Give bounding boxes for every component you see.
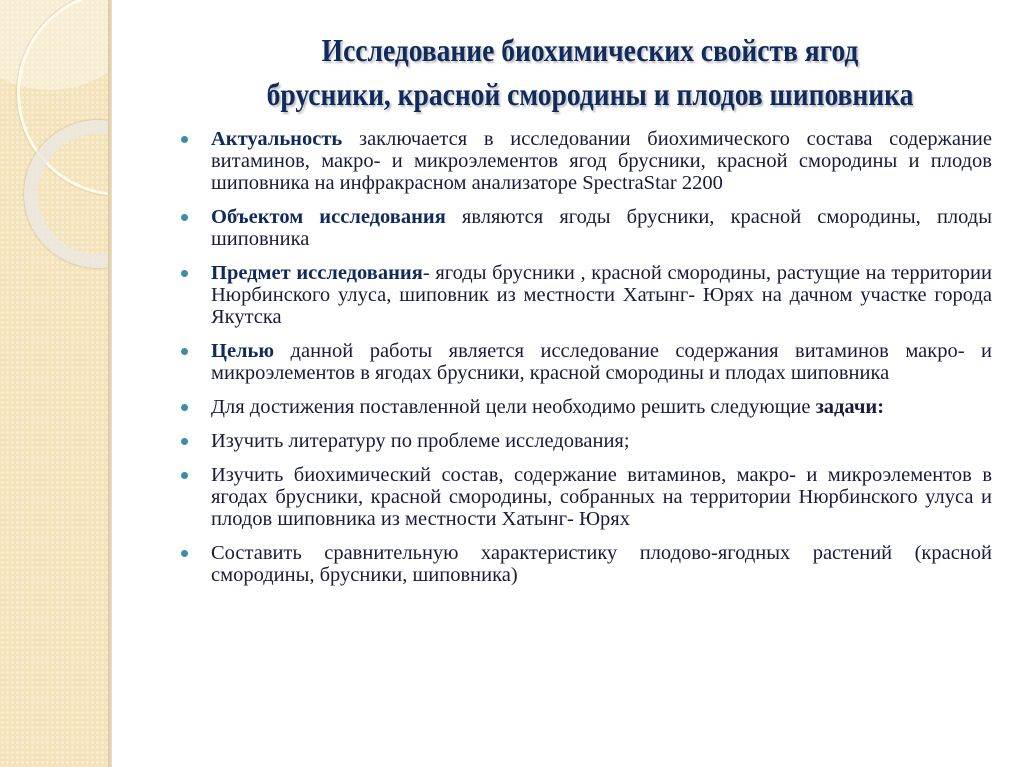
bullet-dot-icon bbox=[181, 270, 188, 277]
bullet-dot-icon bbox=[181, 438, 188, 445]
list-item-goal bbox=[180, 340, 992, 384]
bullet-dot-icon bbox=[181, 472, 188, 479]
item-text: Изучить литературу по проблеме исследования; bbox=[211, 430, 630, 452]
item-text: Изучить биохимический состав, содержание витаминов, макро- и микроэлементов в ягодах брусники, красной смородины, собранных на территории Нюрбинского улуса и плодов шиповника из местности Хатынг- Юрях bbox=[211, 464, 992, 530]
bullet-dot-icon bbox=[181, 136, 188, 143]
list-item-task-1 bbox=[180, 430, 992, 452]
list-item-subject bbox=[180, 262, 992, 328]
item-bold-label: задачи: bbox=[815, 396, 885, 418]
list-item-task-3 bbox=[180, 542, 992, 586]
item-text: Составить сравнительную характеристику плодово-ягодных растений (красной смородины, брусники, шиповника) bbox=[211, 542, 992, 586]
title-line-2: брусники, красной смородины и плодов шиповника bbox=[266, 76, 914, 112]
bullet-dot-icon bbox=[181, 348, 188, 355]
bullet-dot-icon bbox=[181, 550, 188, 557]
list-item-relevance bbox=[180, 128, 992, 194]
item-text: данной работы является исследование содержания витаминов макро- и микроэлементов в ягодах брусники, красной смородины и плодах шиповника bbox=[211, 340, 992, 384]
item-bold-label: Актуальность bbox=[211, 128, 343, 150]
bullet-dot-icon bbox=[181, 214, 188, 221]
list-item-task-2 bbox=[180, 464, 992, 530]
list-item-object bbox=[180, 206, 992, 250]
item-text: заключается в исследовании биохимического состава содержание витаминов, макро- и микроэлементов ягод брусники, красной смородины и плодов шиповника на инфракрасном анализаторе SpectraStar 2200 bbox=[211, 128, 992, 194]
bullet-dot-icon bbox=[181, 404, 188, 411]
item-bold-label: Объектом исследования bbox=[211, 206, 446, 228]
item-bold-label: Целью bbox=[211, 340, 275, 362]
decorative-sidebar bbox=[0, 0, 110, 767]
slide-title bbox=[220, 28, 960, 116]
item-bold-label: Предмет исследования bbox=[211, 262, 423, 284]
item-text: являются ягоды брусники, красной смородины, плоды шиповника bbox=[211, 206, 993, 250]
item-text: - ягоды брусники , красной смородины, растущие на территории Нюрбинского улуса, шиповник из местности Хатынг- Юрях на дачном участке города Якутска bbox=[211, 262, 992, 328]
bullet-list bbox=[180, 128, 992, 598]
list-item-tasks-intro bbox=[180, 396, 992, 418]
item-text: Для достижения поставленной цели необходимо решить следующие bbox=[211, 396, 816, 418]
sidebar-edge bbox=[108, 0, 112, 767]
title-line-1: Исследование биохимических свойств ягод bbox=[321, 32, 859, 68]
